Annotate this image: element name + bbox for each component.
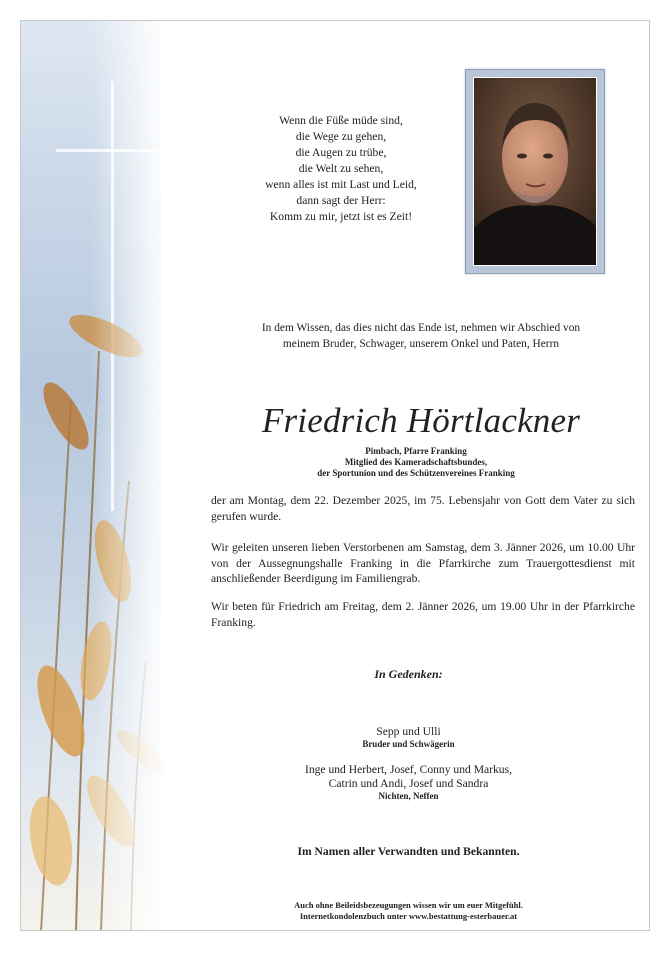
mourner-group <box>261 763 556 802</box>
footer-line: Auch ohne Beileidsbezeugungen wissen wir um euer Mitgefühl. <box>294 900 523 910</box>
poem-line: die Augen zu trübe, <box>295 146 387 159</box>
portrait-frame <box>465 69 605 274</box>
footer-note <box>241 900 576 922</box>
reed-cross-artwork <box>21 21 161 930</box>
footer-line: Internetkondolenzbuch unter www.bestattung-esterbauer.at <box>299 911 518 921</box>
funeral-paragraph: Wir geleiten unseren lieben Verstorbenen am Samstag, dem 3. Jänner 2026, um 10.00 Uhr von der Aussegnungshalle Franking in die Pfarrkirche zum Trauergottesdienst mit anschließender Beerdigung im Familiengrab. <box>211 541 635 585</box>
poem-line: die Welt zu sehen, <box>298 162 384 175</box>
poem <box>236 113 446 225</box>
death-notice-paragraph: der am Montag, dem 22. Dezember 2025, im 75. Lebensjahr von Gott dem Vater zu sich gerufen wurde. <box>211 494 635 523</box>
mourner-group <box>271 725 546 750</box>
mourner-relation: Nichten, Neffen <box>378 791 439 801</box>
detail-line: Mitglied des Kameradschaftsbundes, <box>344 457 488 467</box>
intro-line: In dem Wissen, das dies nicht das Ende ist, nehmen wir Abschied von <box>261 322 581 334</box>
poem-line: dann sagt der Herr: <box>296 194 386 207</box>
poem-line: die Wege zu gehen, <box>295 130 387 143</box>
mourner-names: Catrin und Andi, Josef und Sandra <box>328 777 489 790</box>
detail-line: Pimbach, Pfarre Franking <box>365 446 467 456</box>
closing-line: Im Namen aller Verwandten und Bekannten. <box>297 845 520 858</box>
prayer-paragraph: Wir beten für Friedrich am Freitag, dem 2. Jänner 2026, um 19.00 Uhr in der Pfarrkirche Franking. <box>211 600 635 629</box>
intro-text <box>221 320 621 352</box>
portrait-photo <box>473 77 597 266</box>
in-gedenken-heading: In Gedenken: <box>374 667 443 681</box>
mourner-names: Inge und Herbert, Josef, Conny und Markus, <box>304 763 513 776</box>
mourner-names: Sepp und Ulli <box>376 725 441 738</box>
poem-line: Wenn die Füße müde sind, <box>279 114 403 127</box>
deceased-details <box>241 446 591 479</box>
artwork-fade <box>91 21 181 930</box>
deceased-name: Friedrich Hörtlackner <box>261 401 581 440</box>
detail-line: der Sportunion und des Schützenvereines Franking <box>317 468 515 478</box>
parte-card <box>20 20 650 931</box>
poem-line: wenn alles ist mit Last und Leid, <box>265 178 417 191</box>
mourner-relation: Bruder und Schwägerin <box>362 739 455 749</box>
portrait-illustration <box>474 78 596 265</box>
poem-line: Komm zu mir, jetzt ist es Zeit! <box>269 210 413 223</box>
intro-line: meinem Bruder, Schwager, unserem Onkel und Paten, Herrn <box>282 338 560 350</box>
